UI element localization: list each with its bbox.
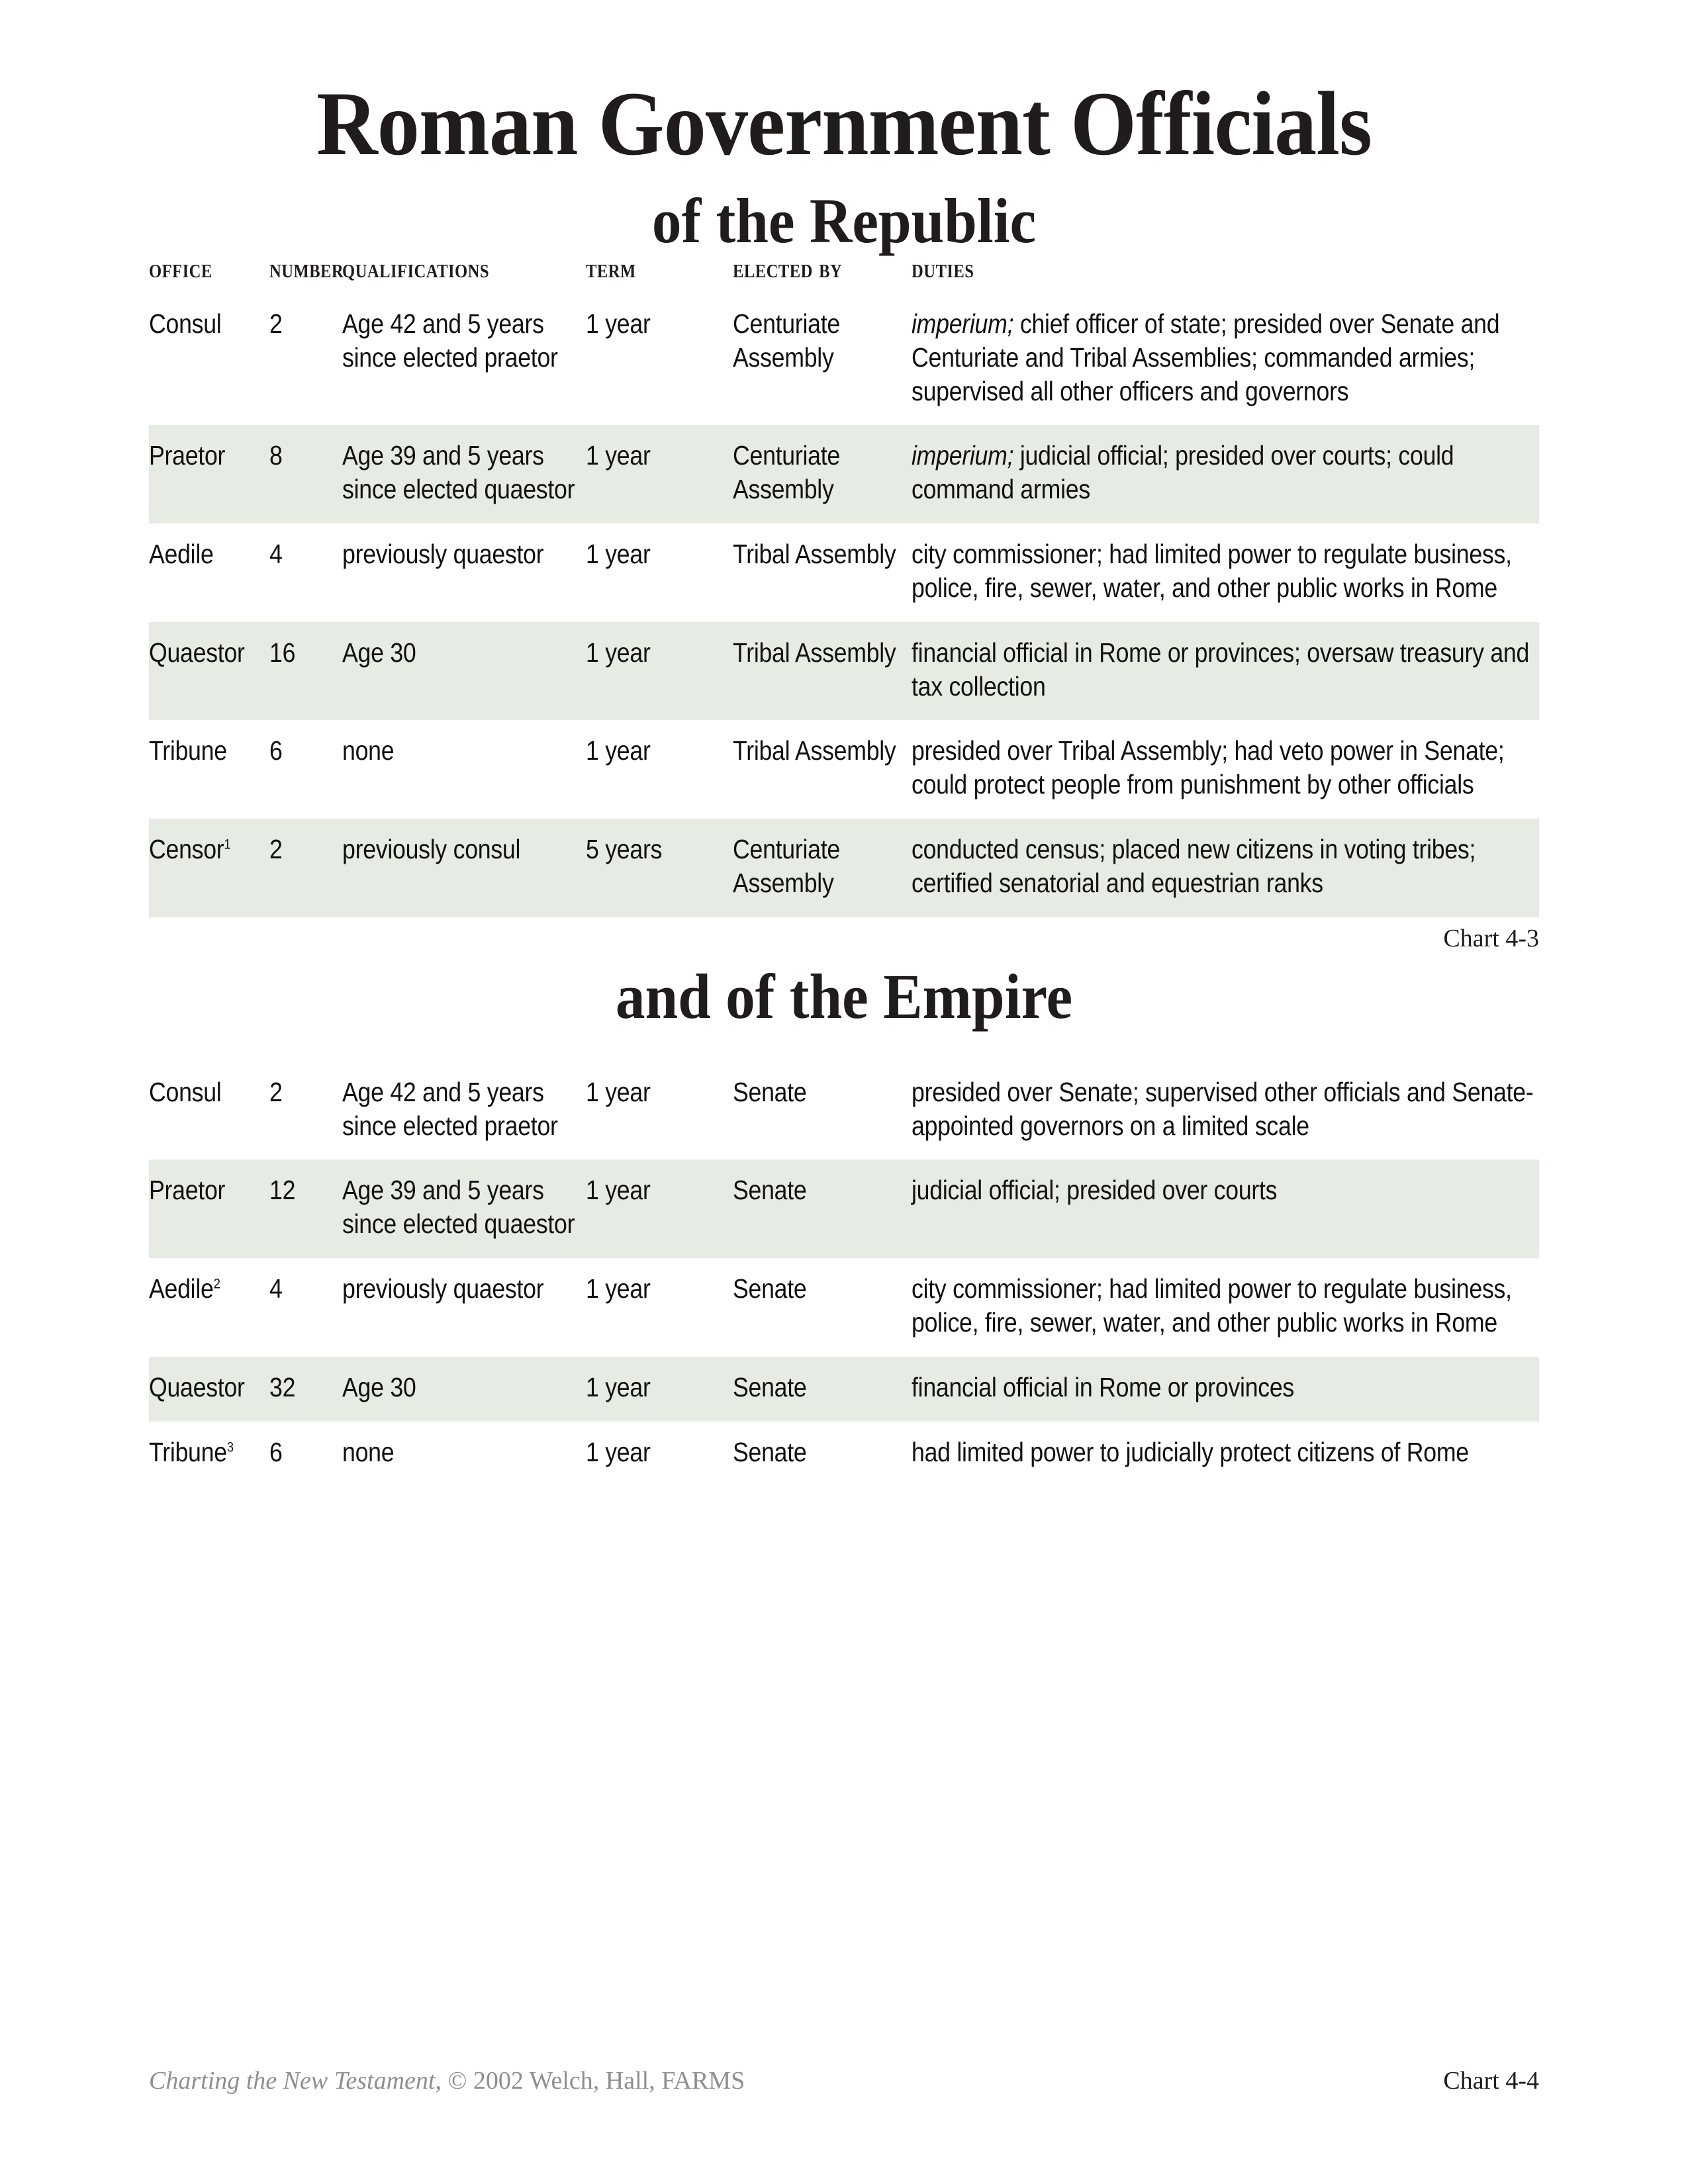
cell-number-text: 6 (269, 735, 283, 766)
column-header-number (269, 253, 344, 293)
cell-duties-text: had limited power to judicially protect citizens of Rome (912, 1436, 1469, 1467)
cell-office-text: Aedile (149, 539, 214, 570)
cell-office (149, 720, 269, 819)
cell-term (586, 293, 733, 425)
cell-term-text: 1 year (586, 637, 651, 668)
cell-duties-text: imperium; chief officer of state; presided over Senate and Centuriate and Tribal Assemblies; commanded armies; supervised all other officers and governors (912, 308, 1500, 406)
table-row (149, 293, 1539, 425)
column-header-qualifications-label: qualifications (342, 253, 490, 283)
cell-office (149, 1357, 269, 1422)
cell-office-text: Quaestor (149, 637, 245, 668)
cell-qualifications-text: Age 30 (342, 1371, 416, 1402)
cell-qualifications (342, 622, 586, 721)
cell-duties (912, 425, 1539, 523)
cell-number (269, 622, 342, 721)
empire-table-wrap (149, 1062, 1539, 1486)
cell-duties (912, 819, 1539, 917)
page-title-main: Roman Government Officials (316, 73, 1372, 174)
column-header-duties-label: duties (912, 253, 974, 283)
cell-number (269, 1422, 342, 1486)
chart-label-republic: Chart 4-3 (1443, 924, 1539, 952)
cell-term (586, 1062, 733, 1160)
cell-elected-by-text: Centuriate Assembly (733, 834, 840, 898)
cell-duties (912, 523, 1539, 622)
column-header-office-label: office (149, 253, 212, 283)
cell-number-text: 6 (269, 1436, 283, 1467)
cell-qualifications (342, 1062, 586, 1160)
table-row (149, 622, 1539, 721)
table-row (149, 1160, 1539, 1258)
republic-table (149, 253, 1539, 917)
column-header-elected-by-label: elected by (733, 253, 843, 283)
cell-elected-by-text: Senate (733, 1175, 807, 1206)
cell-qualifications (342, 425, 586, 523)
cell-elected-by-text: Tribal Assembly (733, 735, 896, 766)
column-header-term-label: term (586, 253, 636, 283)
cell-qualifications (342, 1160, 586, 1258)
header-row (149, 253, 1539, 293)
cell-term-text: 1 year (586, 1371, 651, 1402)
empire-table (149, 1062, 1539, 1486)
cell-number (269, 1062, 342, 1160)
cell-qualifications (342, 1357, 586, 1422)
cell-number-text: 4 (269, 1273, 283, 1304)
cell-office (149, 1062, 269, 1160)
cell-duties-text: city commissioner; had limited power to regulate business, police, fire, sewer, water, and other public works in Rome (912, 539, 1512, 603)
cell-number (269, 720, 342, 819)
cell-elected-by-text: Tribal Assembly (733, 539, 896, 570)
cell-duties (912, 622, 1539, 721)
cell-number-text: 8 (269, 440, 283, 471)
cell-elected-by-text: Senate (733, 1273, 807, 1304)
cell-duties-text: financial official in Rome or provinces (912, 1371, 1295, 1402)
cell-duties-text: presided over Tribal Assembly; had veto power in Senate; could protect people from punishment by other officials (912, 735, 1505, 800)
column-header-qualifications (342, 253, 557, 293)
cell-number-text: 4 (269, 539, 283, 570)
cell-elected-by (733, 1357, 912, 1422)
page-footer (149, 2066, 1539, 2095)
cell-office-text: Tribune$^3$ (149, 1436, 234, 1467)
page-title-sub: of the Republic (651, 185, 1037, 256)
cell-duties-text: city commissioner; had limited power to regulate business, police, fire, sewer, water, and other public works in Rome (912, 1273, 1512, 1338)
cell-term-text: 1 year (586, 1273, 651, 1304)
footnote-marker: 2 (213, 1275, 220, 1292)
cell-number (269, 1357, 342, 1422)
cell-elected-by-text: Senate (733, 1076, 807, 1107)
cell-elected-by (733, 819, 912, 917)
section-heading-empire: and of the Empire (615, 960, 1073, 1032)
cell-elected-by (733, 1160, 912, 1258)
cell-term-text: 1 year (586, 308, 651, 339)
cell-office-text: Tribune (149, 735, 227, 766)
cell-term-text: 1 year (586, 440, 651, 471)
footnote-marker: 1 (224, 836, 231, 852)
duties-italic-term: imperium; (912, 440, 1014, 471)
cell-elected-by-text: Tribal Assembly (733, 637, 896, 668)
cell-term-text: 1 year (586, 735, 651, 766)
cell-elected-by (733, 425, 912, 523)
republic-table-body (149, 293, 1539, 917)
cell-office (149, 1258, 269, 1357)
column-header-office (149, 253, 255, 293)
cell-elected-by-text: Centuriate Assembly (733, 440, 840, 505)
cell-elected-by (733, 622, 912, 721)
cell-number-text: 2 (269, 308, 283, 339)
cell-office (149, 293, 269, 425)
cell-duties (912, 1422, 1539, 1486)
column-header-term (586, 253, 715, 293)
cell-number-text: 12 (269, 1175, 296, 1206)
cell-qualifications-text: Age 42 and 5 years since elected praetor (342, 1076, 558, 1141)
republic-table-wrap (149, 253, 1539, 953)
cell-office-text: Praetor (149, 440, 226, 471)
cell-duties-text: conducted census; placed new citizens in voting tribes; certified senatorial and equestrian ranks (912, 834, 1476, 898)
cell-number (269, 1258, 342, 1357)
cell-elected-by (733, 1258, 912, 1357)
cell-qualifications-text: none (342, 735, 395, 766)
cell-term (586, 1422, 733, 1486)
cell-office (149, 819, 269, 917)
cell-term-text: 1 year (586, 1175, 651, 1206)
cell-number-text: 2 (269, 1076, 283, 1107)
footer-book-title: Charting the New Testament (149, 2067, 436, 2095)
cell-number (269, 523, 342, 622)
table-row (149, 1062, 1539, 1160)
table-row (149, 1357, 1539, 1422)
cell-elected-by (733, 1422, 912, 1486)
cell-office (149, 1160, 269, 1258)
cell-qualifications (342, 293, 586, 425)
cell-term (586, 425, 733, 523)
cell-duties (912, 1160, 1539, 1258)
cell-duties-text: imperium; judicial official; presided over courts; could command armies (912, 440, 1454, 505)
cell-number (269, 819, 342, 917)
cell-term (586, 1357, 733, 1422)
cell-duties (912, 1357, 1539, 1422)
cell-number-text: 2 (269, 834, 283, 865)
cell-qualifications-text: Age 30 (342, 637, 416, 668)
cell-office-text: Consul (149, 1076, 222, 1107)
cell-office (149, 425, 269, 523)
cell-term-text: 5 years (586, 834, 663, 865)
cell-number-text: 32 (269, 1371, 296, 1402)
cell-office (149, 1422, 269, 1486)
cell-duties-text: financial official in Rome or provinces; oversaw treasury and tax collection (912, 637, 1530, 702)
table-row (149, 425, 1539, 523)
cell-number (269, 425, 342, 523)
cell-office-text: Aedile$^2$ (149, 1273, 220, 1304)
cell-term (586, 720, 733, 819)
cell-term (586, 1258, 733, 1357)
footer-copyright: , © 2002 Welch, Hall, FARMS (435, 2067, 745, 2095)
cell-elected-by-text: Centuriate Assembly (733, 308, 840, 373)
cell-qualifications-text: previously consul (342, 834, 521, 865)
cell-qualifications (342, 1422, 586, 1486)
cell-qualifications-text: Age 39 and 5 years since elected quaestor (342, 1175, 575, 1240)
cell-office (149, 622, 269, 721)
table-row (149, 819, 1539, 917)
column-header-number-label: number (269, 253, 344, 283)
cell-office-text: Quaestor (149, 1371, 245, 1402)
cell-number-text: 16 (269, 637, 296, 668)
cell-duties (912, 720, 1539, 819)
cell-office-text: Consul (149, 308, 222, 339)
cell-duties-text: judicial official; presided over courts (912, 1175, 1278, 1206)
cell-qualifications-text: Age 39 and 5 years since elected quaestor (342, 440, 575, 505)
cell-term (586, 523, 733, 622)
table-row (149, 1422, 1539, 1486)
table-row (149, 1258, 1539, 1357)
cell-elected-by (733, 293, 912, 425)
cell-qualifications-text: previously quaestor (342, 539, 544, 570)
footer-credit (149, 2066, 745, 2095)
cell-office (149, 523, 269, 622)
cell-number (269, 293, 342, 425)
footnote-marker: 3 (226, 1438, 234, 1455)
column-header-duties (912, 253, 1464, 293)
column-header-elected-by (733, 253, 890, 293)
cell-office-text: Censor$^1$ (149, 834, 231, 865)
cell-term-text: 1 year (586, 1076, 651, 1107)
cell-qualifications-text: Age 42 and 5 years since elected praetor (342, 308, 558, 373)
cell-qualifications (342, 720, 586, 819)
cell-elected-by-text: Senate (733, 1371, 807, 1402)
table-row (149, 523, 1539, 622)
cell-term-text: 1 year (586, 539, 651, 570)
cell-qualifications (342, 523, 586, 622)
duties-italic-term: imperium; (912, 308, 1014, 339)
cell-qualifications-text: previously quaestor (342, 1273, 544, 1304)
cell-office-text: Praetor (149, 1175, 226, 1206)
cell-duties (912, 1062, 1539, 1160)
cell-term (586, 819, 733, 917)
empire-table-body (149, 1062, 1539, 1486)
cell-elected-by (733, 720, 912, 819)
cell-qualifications-text: none (342, 1436, 395, 1467)
cell-elected-by-text: Senate (733, 1436, 807, 1467)
cell-duties-text: presided over Senate; supervised other officials and Senate-appointed governors on a limited scale (912, 1076, 1534, 1141)
chart-label-empire: Chart 4-4 (1443, 2067, 1539, 2095)
cell-qualifications (342, 819, 586, 917)
cell-duties (912, 293, 1539, 425)
cell-term (586, 622, 733, 721)
cell-term-text: 1 year (586, 1436, 651, 1467)
cell-elected-by (733, 523, 912, 622)
cell-number (269, 1160, 342, 1258)
table-header (149, 253, 1539, 293)
cell-duties (912, 1258, 1539, 1357)
cell-term (586, 1160, 733, 1258)
cell-elected-by (733, 1062, 912, 1160)
cell-qualifications (342, 1258, 586, 1357)
table-row (149, 720, 1539, 819)
